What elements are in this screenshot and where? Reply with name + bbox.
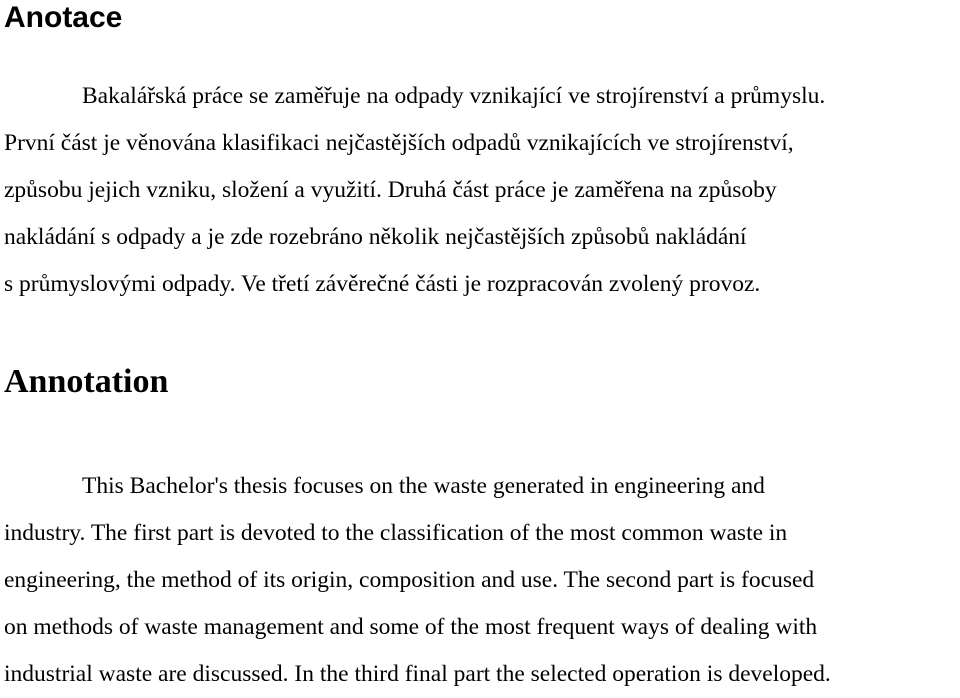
paragraph-line: This Bachelor's thesis focuses on the waste generated in engineering and	[82, 473, 765, 499]
paragraph-annotation	[4, 463, 831, 698]
heading-anotace: Anotace	[4, 1, 123, 34]
paragraph-line: způsobu jejich vzniku, složení a využití. Druhá část práce je zaměřena na způsoby	[4, 177, 777, 203]
paragraph-line: Bakalářská práce se zaměřuje na odpady vznikající ve strojírenství a průmyslu.	[82, 83, 826, 109]
heading-annotation: Annotation	[4, 363, 169, 400]
paragraph-line: První část je věnována klasifikaci nejčastějších odpadů vznikajících ve strojírenství,	[4, 130, 794, 156]
paragraph-line: on methods of waste management and some of the most frequent ways of dealing with	[4, 614, 818, 640]
paragraph-anotace	[4, 73, 825, 308]
paragraph-line: nakládání s odpady a je zde rozebráno několik nejčastějších způsobů nakládání	[4, 224, 747, 250]
paragraph-line: industry. The first part is devoted to the classification of the most common waste in	[4, 520, 788, 546]
paragraph-line: industrial waste are discussed. In the third final part the selected operation is developed.	[4, 661, 831, 687]
paragraph-line: s průmyslovými odpady. Ve třetí závěrečné části je rozpracován zvolený provoz.	[4, 271, 761, 297]
paragraph-line: engineering, the method of its origin, composition and use. The second part is focused	[4, 567, 815, 593]
